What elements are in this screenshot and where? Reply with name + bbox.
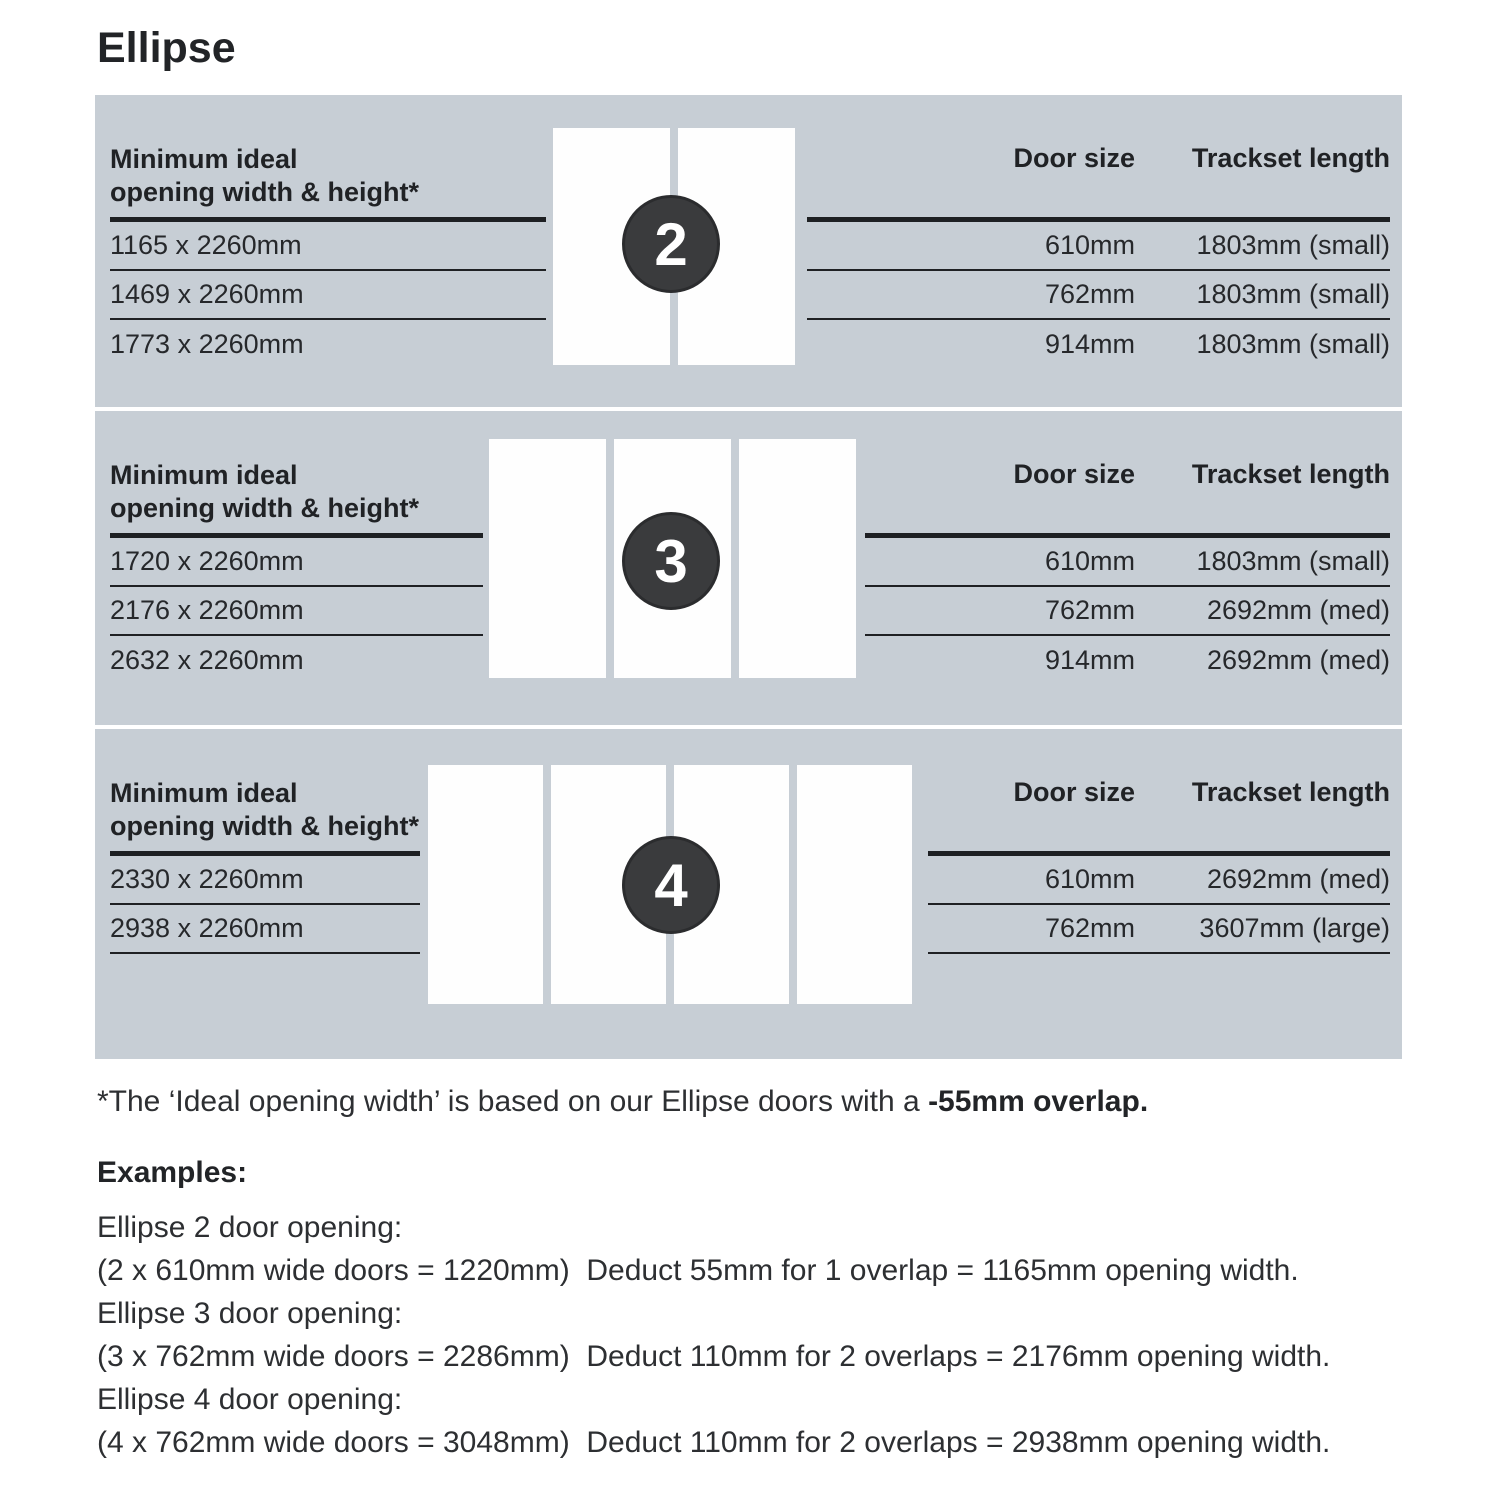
spec-row <box>807 320 1390 369</box>
door-panel <box>739 439 856 678</box>
example-label: Ellipse 4 door opening: <box>97 1383 403 1416</box>
opening-column <box>110 143 546 369</box>
opening-header-line2: opening width & height* <box>110 177 419 207</box>
size-column <box>865 459 1390 685</box>
spec-row <box>865 538 1390 587</box>
door-size-value: 762mm <box>1044 913 1135 943</box>
trackset-value: 3607mm (large) <box>1199 913 1390 943</box>
door-size-value: 610mm <box>1044 230 1135 260</box>
opening-header-line1: Minimum ideal <box>110 778 298 808</box>
opening-column-header <box>110 143 546 209</box>
trackset-header: Trackset length <box>1191 777 1390 807</box>
example-detail: (4 x 762mm wide doors = 3048mm) Deduct 110mm for 2 overlaps = 2938mm opening width. <box>97 1426 1331 1459</box>
opening-row: 2330 x 2260mm <box>110 856 420 905</box>
opening-header-line2: opening width & height* <box>110 811 419 841</box>
opening-column <box>110 459 483 685</box>
footnote-bold: -55mm overlap. <box>928 1085 1149 1118</box>
size-column-header <box>865 459 1390 525</box>
door-size-value: 610mm <box>1044 864 1135 894</box>
spec-row <box>865 636 1390 685</box>
example-detail: (3 x 762mm wide doors = 2286mm) Deduct 110mm for 2 overlaps = 2176mm opening width. <box>97 1340 1331 1373</box>
trackset-header: Trackset length <box>1191 143 1390 173</box>
size-column-header <box>928 777 1390 843</box>
opening-column-header <box>110 459 483 525</box>
trackset-value: 1803mm (small) <box>1196 546 1390 576</box>
door-size-value: 914mm <box>1044 645 1135 675</box>
trackset-value: 2692mm (med) <box>1206 864 1390 894</box>
opening-column <box>110 777 420 954</box>
example-label: Ellipse 2 door opening: <box>97 1211 403 1244</box>
door-size-value: 610mm <box>1044 546 1135 576</box>
spec-row <box>807 222 1390 271</box>
trackset-value: 2692mm (med) <box>1206 595 1390 625</box>
door-size-value: 914mm <box>1044 329 1135 359</box>
examples-heading: Examples: <box>97 1156 248 1189</box>
spec-row <box>928 856 1390 905</box>
section-4-doors <box>95 729 1402 1059</box>
opening-header-line1: Minimum ideal <box>110 460 298 490</box>
section-3-doors <box>95 411 1402 725</box>
opening-row: 1720 x 2260mm <box>110 538 483 587</box>
trackset-value: 1803mm (small) <box>1196 329 1390 359</box>
example-detail: (2 x 610mm wide doors = 1220mm) Deduct 55mm for 1 overlap = 1165mm opening width. <box>97 1254 1299 1287</box>
examples-block <box>97 1156 1330 1464</box>
size-column <box>928 777 1390 954</box>
door-count-badge: 3 <box>622 512 720 610</box>
door-size-value: 762mm <box>1044 595 1135 625</box>
door-panel <box>797 765 912 1004</box>
spec-table <box>95 95 1402 1063</box>
spec-row <box>928 905 1390 954</box>
page-title: Ellipse <box>97 24 236 72</box>
footnote-text: *The ‘Ideal opening width’ is based on our Ellipse doors with a <box>97 1085 929 1118</box>
example-label: Ellipse 3 door opening: <box>97 1297 403 1330</box>
door-count-badge: 2 <box>622 195 720 293</box>
size-column <box>807 143 1390 369</box>
door-panel <box>428 765 543 1004</box>
section-2-doors <box>95 95 1402 407</box>
opening-row: 2938 x 2260mm <box>110 905 420 954</box>
door-size-header: Door size <box>1013 143 1135 173</box>
opening-row: 2176 x 2260mm <box>110 587 483 636</box>
opening-row: 2632 x 2260mm <box>110 645 304 675</box>
size-column-header <box>807 143 1390 209</box>
spec-row <box>807 271 1390 320</box>
opening-row: 1165 x 2260mm <box>110 222 546 271</box>
trackset-value: 2692mm (med) <box>1206 645 1390 675</box>
trackset-value: 1803mm (small) <box>1196 279 1390 309</box>
door-size-header: Door size <box>1013 777 1135 807</box>
door-count-badge: 4 <box>622 836 720 934</box>
opening-column-header <box>110 777 420 843</box>
opening-row: 1469 x 2260mm <box>110 271 546 320</box>
spec-row <box>865 587 1390 636</box>
opening-row: 1773 x 2260mm <box>110 329 304 359</box>
door-panel <box>489 439 606 678</box>
trackset-value: 1803mm (small) <box>1196 230 1390 260</box>
door-size-header: Door size <box>1013 459 1135 489</box>
trackset-header: Trackset length <box>1191 459 1390 489</box>
opening-header-line2: opening width & height* <box>110 493 419 523</box>
footnote <box>97 1085 1148 1119</box>
door-size-value: 762mm <box>1044 279 1135 309</box>
opening-header-line1: Minimum ideal <box>110 144 298 174</box>
